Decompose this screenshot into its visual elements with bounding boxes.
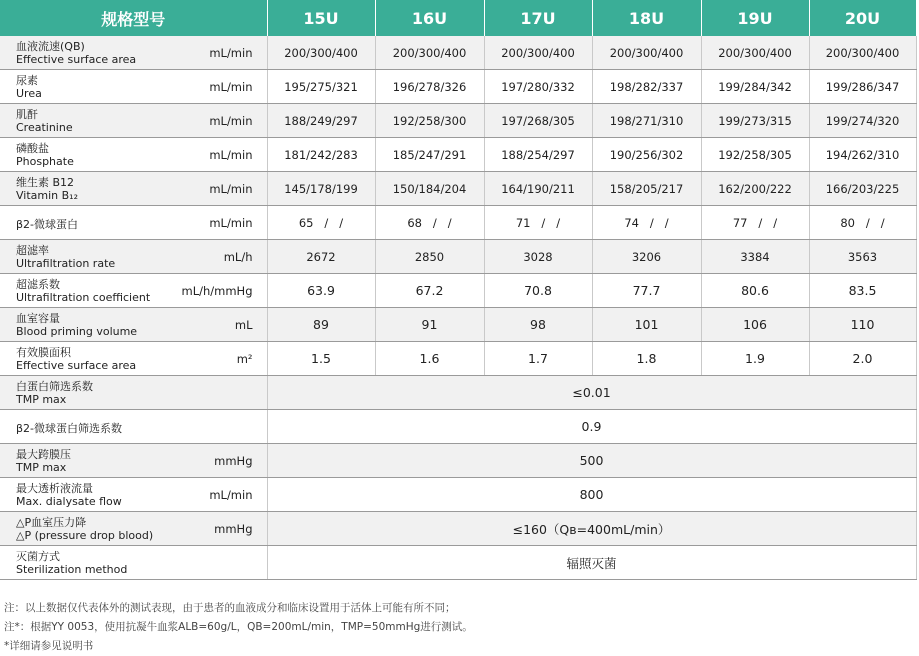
model-20u: 20U xyxy=(809,0,916,36)
value-cell: 3028 xyxy=(484,240,592,274)
value-cell: 77.7 xyxy=(592,274,701,308)
note-2: 注*：根据YY 0053，使用抗凝牛血浆ALB=60g/L，QB=200mL/min，TMP=50mmHg进行测试。 xyxy=(4,621,473,633)
label-cn: 维生素 B12 xyxy=(16,176,75,189)
label-cn: β2-微球蛋白筛选系数 xyxy=(16,422,122,435)
value-cell: 188/254/297 xyxy=(484,138,592,172)
value-cell: 74 / / xyxy=(592,206,701,240)
value-cell: 162/200/222 xyxy=(701,172,809,206)
row-label xyxy=(0,274,267,308)
value-cell: 63.9 xyxy=(267,274,375,308)
row-label xyxy=(0,546,267,580)
table-row xyxy=(0,172,916,206)
table-row xyxy=(0,376,916,410)
value-cell: 198/282/337 xyxy=(592,70,701,104)
label-cn: 有效膜面积 xyxy=(16,346,71,359)
value-cell: 196/278/326 xyxy=(375,70,484,104)
table-row xyxy=(0,512,916,546)
unit-label: mL/min xyxy=(209,488,253,502)
row-label xyxy=(0,308,267,342)
value-cell: 2.0 xyxy=(809,342,916,376)
row-label xyxy=(0,410,267,444)
label-cn: 最大跨膜压 xyxy=(16,448,71,461)
table-row xyxy=(0,478,916,512)
label-en: △P (pressure drop blood) xyxy=(16,529,154,542)
span-value-cell: 500 xyxy=(267,444,916,478)
value-cell: 197/268/305 xyxy=(484,104,592,138)
table-row xyxy=(0,206,916,240)
value-cell: 89 xyxy=(267,308,375,342)
value-cell: 194/262/310 xyxy=(809,138,916,172)
value-cell: 164/190/211 xyxy=(484,172,592,206)
value-cell: 67.2 xyxy=(375,274,484,308)
value-cell: 185/247/291 xyxy=(375,138,484,172)
label-cn: 血液流速(QB) xyxy=(16,40,85,53)
row-label xyxy=(0,342,267,376)
label-cn: 血室容量 xyxy=(16,312,60,325)
model-16u: 16U xyxy=(375,0,484,36)
value-cell: 192/258/300 xyxy=(375,104,484,138)
model-19u: 19U xyxy=(701,0,809,36)
value-cell: 200/300/400 xyxy=(375,36,484,70)
value-cell: 110 xyxy=(809,308,916,342)
label-cn: 灭菌方式 xyxy=(16,550,60,563)
value-cell: 83.5 xyxy=(809,274,916,308)
unit-label: mmHg xyxy=(214,454,253,468)
note-1: 注：以上数据仅代表体外的测试表现，由于患者的血液成分和临床设置用于活体上可能有所不同； xyxy=(4,602,456,614)
value-cell: 195/275/321 xyxy=(267,70,375,104)
value-cell: 3563 xyxy=(809,240,916,274)
label-en: TMP max xyxy=(16,461,67,474)
value-cell: 80.6 xyxy=(701,274,809,308)
label-cn: 白蛋白筛选系数 xyxy=(16,380,93,393)
value-cell: 200/300/400 xyxy=(701,36,809,70)
value-cell: 192/258/305 xyxy=(701,138,809,172)
value-cell: 2672 xyxy=(267,240,375,274)
value-cell: 77 / / xyxy=(701,206,809,240)
label-en: Urea xyxy=(16,87,42,100)
value-cell: 198/271/310 xyxy=(592,104,701,138)
label-en: Ultrafiltration coefficient xyxy=(16,291,151,304)
value-cell: 200/300/400 xyxy=(484,36,592,70)
value-cell: 1.6 xyxy=(375,342,484,376)
label-en: Creatinine xyxy=(16,121,73,134)
footnotes xyxy=(4,599,473,656)
value-cell: 181/242/283 xyxy=(267,138,375,172)
span-value-cell: ≤160（Qв=400mL/min） xyxy=(267,512,916,546)
label-en: Max. dialysate flow xyxy=(16,495,122,508)
row-label xyxy=(0,444,267,478)
row-label xyxy=(0,512,267,546)
unit-label: mL/h xyxy=(223,250,253,264)
value-cell: 71 / / xyxy=(484,206,592,240)
model-17u: 17U xyxy=(484,0,592,36)
value-cell: 3206 xyxy=(592,240,701,274)
value-cell: 190/256/302 xyxy=(592,138,701,172)
span-value-cell: 辐照灭菌 xyxy=(267,546,916,580)
label-cn: 超滤系数 xyxy=(16,278,60,291)
row-label xyxy=(0,70,267,104)
header-title: 规格型号 xyxy=(0,0,267,36)
unit-label: mL/min xyxy=(209,46,253,60)
value-cell: 197/280/332 xyxy=(484,70,592,104)
label-en: Effective surface area xyxy=(16,53,137,66)
table-row xyxy=(0,138,916,172)
unit-label: mL/h/mmHg xyxy=(181,284,253,298)
span-value-cell: ≤0.01 xyxy=(267,376,916,410)
row-label xyxy=(0,240,267,274)
value-cell: 2850 xyxy=(375,240,484,274)
table-row xyxy=(0,274,916,308)
value-cell: 150/184/204 xyxy=(375,172,484,206)
row-label xyxy=(0,478,267,512)
value-cell: 199/284/342 xyxy=(701,70,809,104)
label-en: Blood priming volume xyxy=(16,325,138,338)
table-row xyxy=(0,410,916,444)
row-label xyxy=(0,36,267,70)
value-cell: 188/249/297 xyxy=(267,104,375,138)
value-cell: 80 / / xyxy=(809,206,916,240)
unit-label: m² xyxy=(236,352,253,366)
table-row xyxy=(0,308,916,342)
value-cell: 106 xyxy=(701,308,809,342)
value-cell: 68 / / xyxy=(375,206,484,240)
unit-label: mL/min xyxy=(209,80,253,94)
label-en: TMP max xyxy=(16,393,67,406)
label-en: Effective surface area xyxy=(16,359,137,372)
value-cell: 200/300/400 xyxy=(809,36,916,70)
unit-label: mL/min xyxy=(209,216,253,230)
value-cell: 1.7 xyxy=(484,342,592,376)
table-row xyxy=(0,36,916,70)
value-cell: 65 / / xyxy=(267,206,375,240)
header-row xyxy=(0,0,916,36)
value-cell: 145/178/199 xyxy=(267,172,375,206)
unit-label: mL/min xyxy=(209,182,253,196)
value-cell: 200/300/400 xyxy=(267,36,375,70)
value-cell: 199/274/320 xyxy=(809,104,916,138)
value-cell: 91 xyxy=(375,308,484,342)
value-cell: 101 xyxy=(592,308,701,342)
table-row xyxy=(0,342,916,376)
label-en: Phosphate xyxy=(16,155,74,168)
unit-label: mL/min xyxy=(209,114,253,128)
table-row xyxy=(0,240,916,274)
table-row xyxy=(0,104,916,138)
row-label xyxy=(0,138,267,172)
value-cell: 199/273/315 xyxy=(701,104,809,138)
value-cell: 98 xyxy=(484,308,592,342)
label-en: Ultrafiltration rate xyxy=(16,257,116,270)
table-row xyxy=(0,546,916,580)
label-cn: β2-微球蛋白 xyxy=(16,218,78,231)
model-18u: 18U xyxy=(592,0,701,36)
table-row xyxy=(0,444,916,478)
span-value-cell: 800 xyxy=(267,478,916,512)
value-cell: 70.8 xyxy=(484,274,592,308)
unit-label: mL/min xyxy=(209,148,253,162)
label-en: Vitamin B₁₂ xyxy=(16,189,78,202)
label-cn: 最大透析液流量 xyxy=(16,482,93,495)
value-cell: 158/205/217 xyxy=(592,172,701,206)
unit-label: mmHg xyxy=(214,522,253,536)
model-15u: 15U xyxy=(267,0,375,36)
value-cell: 166/203/225 xyxy=(809,172,916,206)
unit-label: mL xyxy=(234,318,253,332)
label-cn: 超滤率 xyxy=(16,244,49,257)
value-cell: 3384 xyxy=(701,240,809,274)
row-label xyxy=(0,206,267,240)
value-cell: 199/286/347 xyxy=(809,70,916,104)
value-cell: 1.9 xyxy=(701,342,809,376)
span-value-cell: 0.9 xyxy=(267,410,916,444)
label-en: Sterilization method xyxy=(16,563,128,576)
value-cell: 1.8 xyxy=(592,342,701,376)
row-label xyxy=(0,376,267,410)
table-row xyxy=(0,70,916,104)
note-3: *详细请参见说明书 xyxy=(4,640,94,652)
label-cn: △P血室压力降 xyxy=(16,516,87,529)
value-cell: 200/300/400 xyxy=(592,36,701,70)
label-cn: 肌酐 xyxy=(16,108,38,121)
label-cn: 尿素 xyxy=(16,74,38,87)
row-label xyxy=(0,104,267,138)
row-label xyxy=(0,172,267,206)
value-cell: 1.5 xyxy=(267,342,375,376)
label-cn: 磷酸盐 xyxy=(16,142,49,155)
